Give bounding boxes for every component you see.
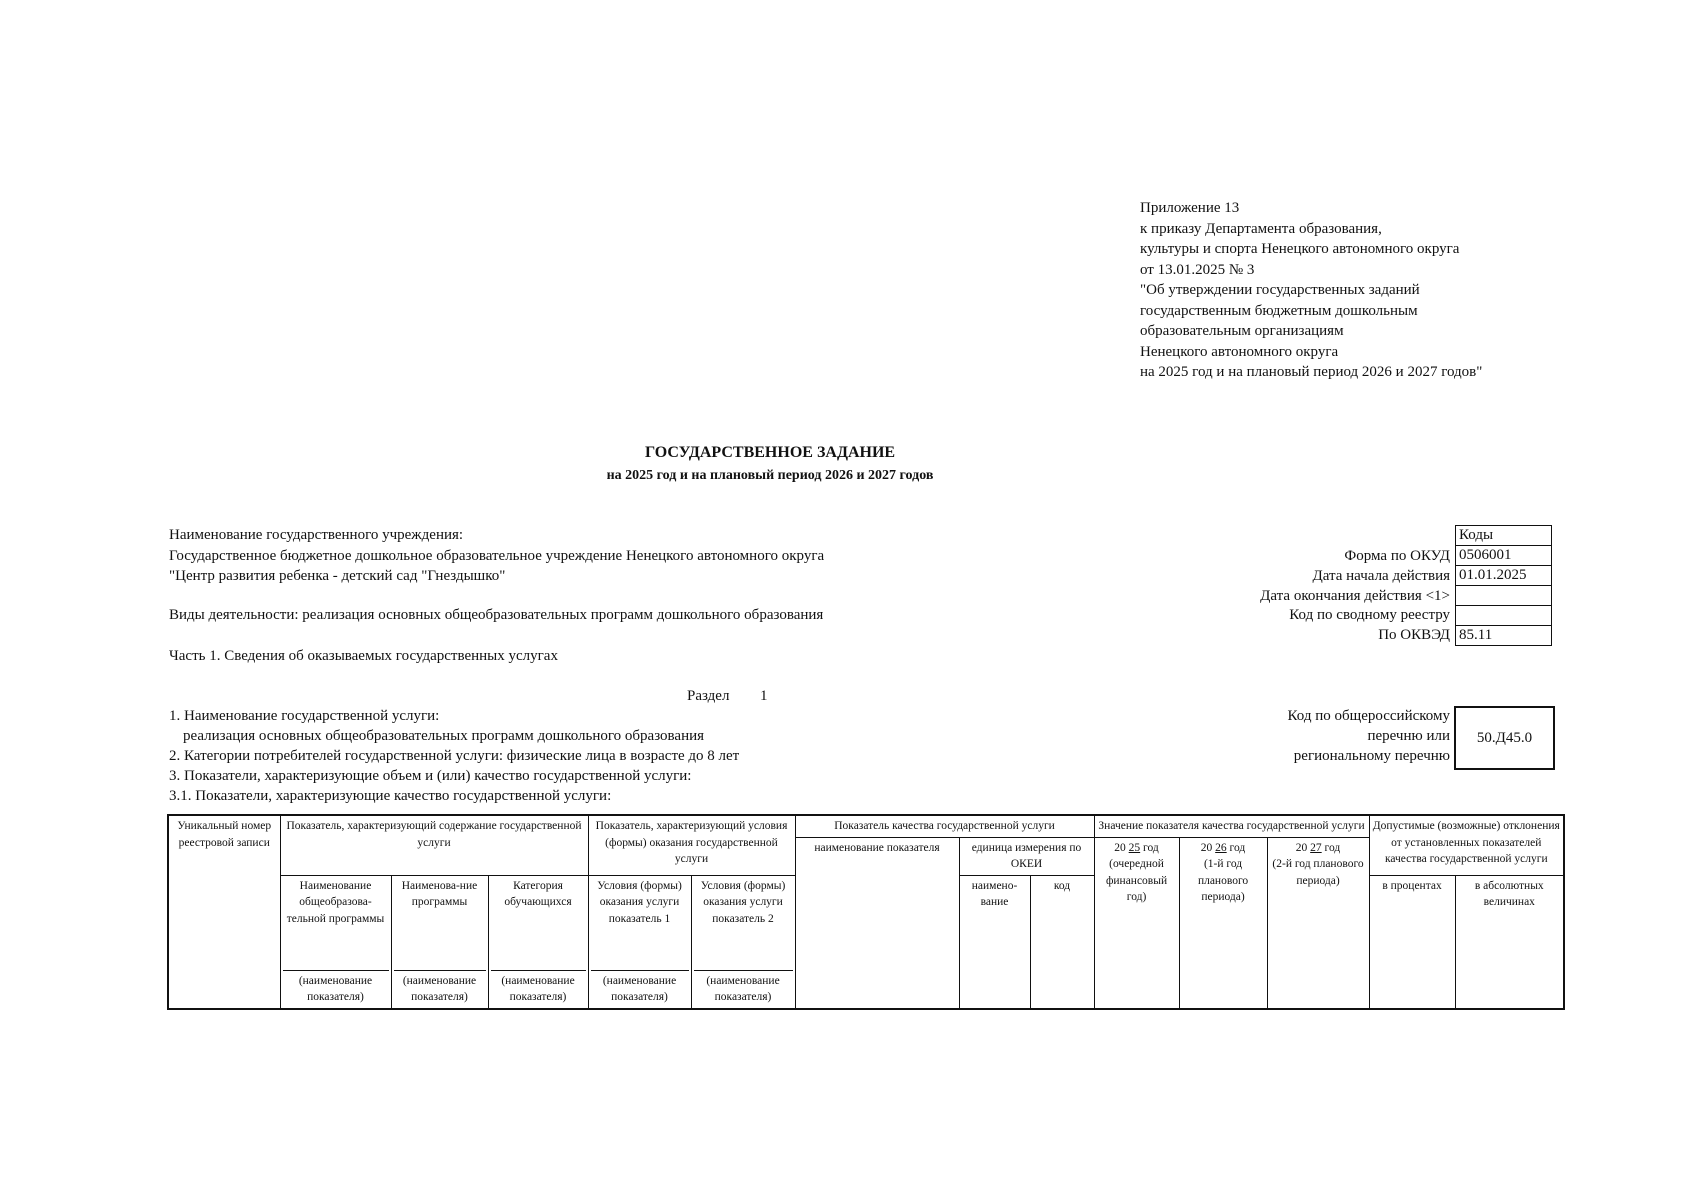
appendix-line: на 2025 год и на плановый период 2026 и 2027 годов" [1140, 364, 1483, 380]
year-3-note: (2-й год планового периода) [1272, 858, 1364, 887]
code-value-start-date: 01.01.2025 [1455, 565, 1552, 586]
col-program-name [391, 875, 488, 1009]
indicator-name-note: (наименование показателя) [394, 970, 486, 1006]
col-unit-name: наимено-вание [959, 875, 1030, 1009]
appendix-line: к приказу Департамента образования, [1140, 220, 1382, 237]
service-name-label: 1. Наименование государственной услуги: [169, 708, 440, 724]
year-suffix: год [1324, 841, 1341, 854]
appendix-line: Ненецкого автономного округа [1140, 343, 1339, 360]
col-indicator-value: Значение показателя качества государственной услуги [1094, 815, 1369, 837]
col-deviation-percent: в процентах [1369, 875, 1455, 1009]
year-1-value: 25 [1128, 841, 1141, 854]
appendix-line: государственным бюджетным дошкольным [1140, 302, 1418, 319]
appendix-line: Приложение 13 [1140, 200, 1240, 216]
appendix-line: культуры и спорта Ненецкого автономного округа [1140, 241, 1460, 257]
institution-label: Наименование государственного учреждения: [169, 527, 464, 543]
institution-name-line2: "Центр развития ребенка - детский сад "Гнездышко" [169, 568, 506, 584]
year-prefix: 20 [1114, 841, 1126, 854]
code-value-registry [1455, 605, 1552, 626]
service-indicators: 3. Показатели, характеризующие объем и (или) качество государственной услуги: [169, 768, 692, 784]
col-deviation-absolute: в абсолютных величинах [1455, 875, 1564, 1009]
appendix-line: "Об утверждении государственных заданий [1140, 282, 1420, 298]
col-service-conditions: Показатель, характеризующий условия (формы) оказания государственной услуги [588, 815, 795, 875]
section-number: 1 [760, 688, 768, 704]
service-consumers: 2. Категории потребителей государственной услуги: физические лица в возрасте до 8 лет [169, 748, 740, 764]
col-condition-2 [691, 875, 795, 1009]
subheader-condition-2: Условия (формы) оказания услуги показатель 2 [700, 879, 786, 925]
year-suffix: год [1143, 841, 1159, 854]
year-prefix: 20 [1200, 841, 1213, 854]
col-service-content: Показатель, характеризующий содержание государственной услуги [280, 815, 588, 875]
code-label-end-date: Дата окончания действия <1> [1260, 588, 1450, 604]
institution-name-line1: Государственное бюджетное дошкольное образовательное учреждение Ненецкого автономного округа [169, 548, 825, 564]
indicator-name-note: (наименование показателя) [283, 970, 389, 1006]
year-suffix: год [1229, 841, 1246, 854]
section-label: Раздел [687, 688, 730, 704]
part-title: Часть 1. Сведения об оказываемых государственных услугах [169, 648, 558, 664]
code-label-okved: По ОКВЭД [1378, 627, 1450, 643]
subheader-program-name: Наименова-ние программы [401, 879, 478, 908]
year-1-note: (очередной финансовый год) [1105, 858, 1168, 903]
code-label-start-date: Дата начала действия [1312, 568, 1450, 584]
col-year-3 [1267, 837, 1369, 1009]
col-quality-indicator: Показатель качества государственной услуги [795, 815, 1094, 837]
indicator-name-note: (наименование показателя) [491, 970, 586, 1006]
subheader-program-type: Наименование общеобразова-тельной программы [286, 879, 385, 925]
col-deviation: Допустимые (возможные) отклонения от установленных показателей качества государственной услуги [1369, 815, 1564, 875]
code-label-okud: Форма по ОКУД [1344, 548, 1450, 564]
subheader-student-category: Категория обучающихся [504, 879, 572, 908]
col-program-type [280, 875, 391, 1009]
year-2-note: (1-й год планового периода) [1197, 858, 1249, 903]
col-unit: единица измерения по ОКЕИ [959, 837, 1094, 875]
indicator-name-note: (наименование показателя) [591, 970, 689, 1006]
code-value-okved: 85.11 [1455, 625, 1552, 646]
registry-code-label-2: перечню или [1367, 728, 1450, 744]
indicator-name-note: (наименование показателя) [694, 970, 793, 1006]
col-unique-number: Уникальный номер реестровой записи [168, 815, 280, 1009]
col-unit-code: код [1030, 875, 1094, 1009]
col-condition-1 [588, 875, 691, 1009]
service-name-value: реализация основных общеобразовательных программ дошкольного образования [183, 728, 705, 744]
code-value-end-date [1455, 585, 1552, 606]
registry-code-label-3: региональному перечню [1293, 748, 1450, 764]
col-year-1 [1094, 837, 1179, 1009]
activity-type: Виды деятельности: реализация основных общеобразовательных программ дошкольного образования [169, 607, 824, 623]
year-3-value: 27 [1310, 841, 1322, 854]
registry-code-value: 50.Д45.0 [1454, 706, 1555, 770]
document-subtitle: на 2025 год и на плановый период 2026 и 2027 годов [606, 468, 934, 483]
col-student-category [488, 875, 588, 1009]
code-value-okud: 0506001 [1455, 545, 1552, 566]
col-year-2 [1179, 837, 1267, 1009]
registry-code-label-1: Код по общероссийскому [1287, 708, 1450, 724]
codes-header: Коды [1455, 525, 1552, 546]
service-quality-indicators: 3.1. Показатели, характеризующие качество государственной услуги: [169, 788, 612, 804]
subheader-condition-1: Условия (формы) оказания услуги показатель 1 [597, 879, 682, 925]
document-title: ГОСУДАРСТВЕННОЕ ЗАДАНИЕ [644, 444, 896, 461]
appendix-line: от 13.01.2025 № 3 [1140, 261, 1255, 278]
year-prefix: 20 [1295, 841, 1308, 854]
code-label-registry: Код по сводному реестру [1289, 607, 1450, 623]
appendix-line: образовательным организациям [1140, 323, 1344, 339]
quality-indicators-table [167, 814, 1565, 1010]
appendix-note [1140, 198, 1560, 383]
year-2-value: 26 [1215, 841, 1227, 854]
col-quality-name: наименование показателя [795, 837, 959, 1009]
